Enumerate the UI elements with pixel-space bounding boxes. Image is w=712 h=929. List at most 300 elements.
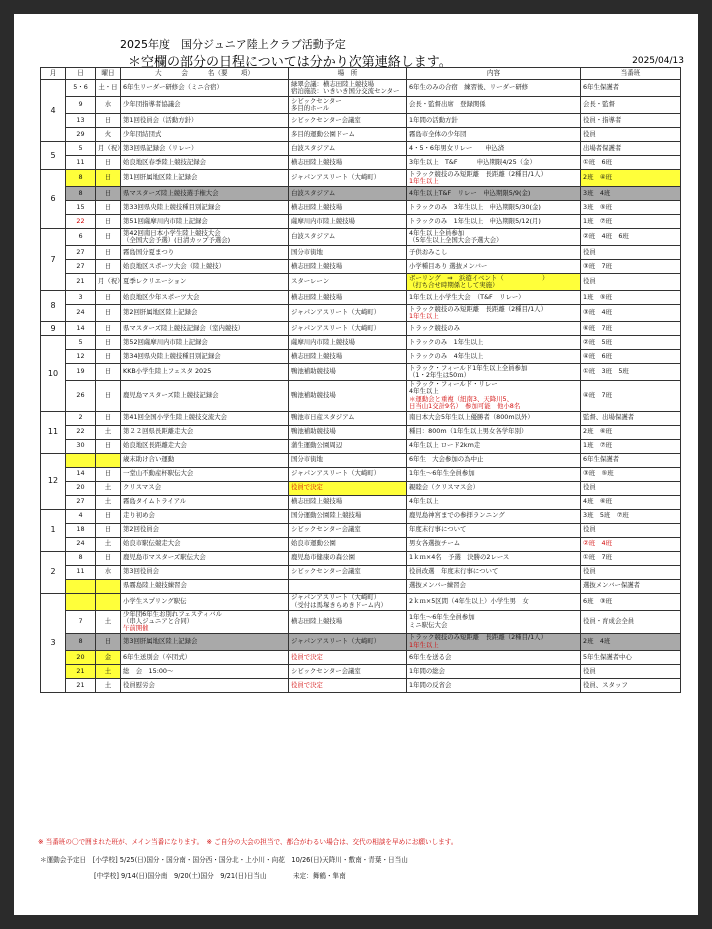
duty-cell: [581, 565, 681, 579]
weekday-cell-text: 日: [104, 188, 112, 197]
place-cell-text: シビックセンター会議室: [291, 115, 361, 124]
weekday-cell-text: 日: [104, 367, 112, 376]
content-cell: [407, 350, 581, 364]
day-cell-text: 20: [76, 652, 85, 661]
schedule-page: [14, 14, 698, 915]
place-cell-text: 多目的運動公園ドーム: [291, 129, 355, 138]
table-row: [41, 381, 681, 412]
place-cell-text: 鹿児島市健康の森公園: [291, 553, 355, 562]
table-row: [41, 495, 681, 509]
weekday-cell-text: 土: [104, 497, 112, 506]
duty-cell: [581, 579, 681, 593]
weekday-cell: [96, 305, 121, 322]
weekday-cell-text: 日: [104, 308, 112, 317]
table-row: [41, 187, 681, 201]
weekday-cell-text: 日: [104, 247, 112, 256]
table-row: [41, 579, 681, 593]
day-cell-text: 27: [76, 261, 85, 270]
day-cell-text: 13: [76, 115, 85, 124]
table-row: [41, 229, 681, 246]
event-cell: [121, 381, 289, 412]
day-cell-text: 4: [78, 511, 83, 520]
duty-cell-text: 役員: [583, 567, 596, 576]
day-cell: [66, 142, 96, 156]
place-cell-line: 緑翠会議：横志田陸上競技場: [291, 79, 375, 88]
duty-cell: [581, 467, 681, 481]
duty-cell-text: ②班 4班: [583, 539, 612, 548]
table-row: [41, 336, 681, 350]
day-cell-text: 8: [78, 173, 83, 182]
place-cell-text: 役員で決定: [291, 483, 323, 492]
content-cell-text: 年度末行事について: [409, 525, 467, 534]
event-cell-text: 第34回県央陸上競技種目別記録会: [123, 351, 221, 360]
duty-cell-text: 役員、スタッフ: [583, 680, 628, 689]
content-cell-text: 1年間の活動方針: [409, 115, 458, 124]
place-cell: [289, 128, 407, 142]
duty-cell-text: ①班 7班: [583, 553, 612, 562]
event-cell-line: （全国大会予選）(日清カップ予選会): [123, 236, 231, 244]
table-row: [41, 509, 681, 523]
event-cell-text: クリスマス会: [123, 483, 162, 492]
content-cell-text: 6年生を送る会: [409, 652, 452, 661]
content-cell: [407, 425, 581, 439]
weekday-cell: [96, 201, 121, 215]
duty-cell: [581, 128, 681, 142]
table-row: [41, 678, 681, 692]
duty-cell-text: 5年生保護者中心: [583, 652, 632, 661]
day-cell: [66, 128, 96, 142]
place-cell-text: ジャパンアスリート（大崎町）: [291, 323, 381, 332]
weekday-cell: [96, 439, 121, 453]
month-cell: 4: [41, 80, 66, 142]
day-cell-text: 8: [78, 188, 83, 197]
duty-cell: [581, 664, 681, 678]
event-cell: [121, 551, 289, 565]
weekday-cell-text: 日: [104, 261, 112, 270]
place-cell-text: スターレーン: [291, 277, 330, 286]
duty-cell-text: 3班 4班: [583, 188, 611, 197]
duty-cell: [581, 142, 681, 156]
place-cell-line: 宿泊施設：いきいき国分交流センター: [291, 87, 400, 95]
event-cell: [121, 291, 289, 305]
duty-cell-text: ①班 3班 5班: [583, 367, 629, 376]
event-cell-text: 夏季レクリエーション: [123, 277, 187, 286]
content-note: 日当山1交計9名） 参加可能 他小8名: [409, 402, 521, 411]
place-cell-text: 横志田陸上競技場: [291, 261, 343, 270]
weekday-cell-text: 火: [104, 129, 112, 138]
duty-cell-text: 4班 ⑥班: [583, 497, 612, 506]
day-cell-text: 22: [76, 427, 85, 436]
weekday-cell-text: 日: [104, 337, 112, 346]
place-cell-line: 多目的ホール: [291, 104, 330, 112]
event-cell-text: 鹿児島市マスターズ駅伝大会: [123, 553, 206, 562]
day-cell-text: 26: [76, 391, 85, 400]
duty-cell-text: 役員: [583, 483, 596, 492]
place-cell: [289, 467, 407, 481]
content-note: 1年生以上: [409, 177, 439, 185]
content-cell-text: トラックのみ 1年生以上 申込期限5/12(月): [409, 216, 541, 225]
weekday-cell: [96, 114, 121, 128]
place-cell: [289, 291, 407, 305]
duty-cell: [581, 80, 681, 97]
place-cell: [289, 551, 407, 565]
duty-cell-text: ③班 ⑤班: [583, 469, 614, 478]
day-cell: [66, 509, 96, 523]
month-cell: 10: [41, 336, 66, 412]
content-cell-line: 4年生以上: [409, 387, 439, 396]
duty-cell: [581, 350, 681, 364]
day-cell: [66, 305, 96, 322]
month-cell: 3: [41, 593, 66, 692]
place-cell: [289, 523, 407, 537]
place-cell: [289, 593, 407, 610]
weekday-cell: [96, 128, 121, 142]
weekday-cell: [96, 650, 121, 664]
header-weekday: 曜日: [96, 68, 121, 80]
place-cell: [289, 537, 407, 551]
content-cell-text: トラックのみ 4年生以上: [409, 351, 484, 360]
day-cell-text: 29: [76, 129, 85, 138]
header-duty: 当番班: [581, 68, 681, 80]
day-cell-text: 5: [78, 337, 83, 346]
place-cell-text: ジャパンアスリート（大崎町）: [291, 469, 381, 478]
month-cell: 8: [41, 291, 66, 322]
event-cell: [121, 336, 289, 350]
table-row: [41, 650, 681, 664]
day-cell: [66, 114, 96, 128]
event-cell-text: 小学生スプリング駅伝: [123, 596, 187, 605]
header-place: 場 所: [289, 68, 407, 80]
duty-cell: [581, 260, 681, 274]
day-cell-text: 24: [76, 308, 85, 317]
content-cell: [407, 650, 581, 664]
content-cell-text: 4年生以上T&F リレー 申込期限5/9(金): [409, 188, 531, 197]
content-cell-line: ミニ駅伝大会: [409, 620, 448, 629]
place-cell: [289, 425, 407, 439]
weekday-cell-text: 日: [104, 391, 112, 400]
day-cell: [66, 425, 96, 439]
place-cell: [289, 481, 407, 495]
weekday-cell: [96, 381, 121, 412]
duty-cell-text: 6年生保護者: [583, 83, 620, 92]
event-cell-text: 役員慰労会: [123, 680, 155, 689]
weekday-cell: [96, 215, 121, 229]
duty-cell-text: 3班 5班 ⑦班: [583, 511, 629, 520]
weekday-cell-text: 金: [104, 652, 112, 661]
event-cell-line: 少年団6年生お別れフェスティバル: [123, 609, 222, 618]
event-cell: [121, 128, 289, 142]
event-cell: [121, 322, 289, 336]
weekday-cell: [96, 593, 121, 610]
day-cell: [66, 215, 96, 229]
day-cell: [66, 481, 96, 495]
event-cell-text: 姶良市駅伝競走大会: [123, 539, 181, 548]
place-cell: [289, 381, 407, 412]
weekday-cell-text: 土: [104, 483, 112, 492]
header-event: 大 会 名（要 項）: [121, 68, 289, 80]
content-cell: [407, 633, 581, 650]
place-cell-text: ジャパンアスリート（大崎町）: [291, 173, 381, 182]
content-cell-text: 会長・監督出席 登録関係: [409, 100, 486, 109]
table-row: [41, 593, 681, 610]
event-cell: [121, 439, 289, 453]
event-cell-text: 県霧島陸上競技練習会: [123, 581, 187, 590]
place-cell-text: 白波スタジアム: [291, 143, 336, 152]
weekday-cell-text: 月（祝）: [98, 277, 124, 286]
weekday-cell-text: 日: [104, 202, 112, 211]
weekday-cell: [96, 579, 121, 593]
duty-cell: [581, 537, 681, 551]
event-cell-text: 第２２回県長距離走大会: [123, 427, 194, 436]
place-cell-text: 横志田陸上競技場: [291, 617, 343, 626]
weekday-cell: [96, 274, 124, 291]
day-cell: [66, 364, 96, 381]
place-cell: [289, 142, 407, 156]
day-cell-text: 21: [76, 680, 85, 689]
duty-cell: [581, 509, 681, 523]
event-cell: [121, 350, 289, 364]
event-cell-line: 第42回南日本小学生陸上競技大会: [123, 228, 221, 237]
place-cell-text: 横志田陸上競技場: [291, 202, 343, 211]
day-cell: [66, 97, 96, 114]
content-cell: [407, 509, 581, 523]
event-cell-line: （串人ジュニアと合同）: [123, 617, 194, 626]
weekday-cell: [96, 523, 121, 537]
content-cell: [407, 481, 581, 495]
content-cell: [407, 467, 581, 481]
table-header-row: [41, 68, 681, 80]
event-cell: [121, 170, 289, 187]
content-cell: [407, 128, 581, 142]
weekday-cell: [96, 495, 121, 509]
month-cell: 12: [41, 453, 66, 509]
weekday-cell: [96, 142, 124, 156]
duty-cell: [581, 229, 681, 246]
table-row: [41, 97, 681, 114]
place-cell-text: 国分市街地: [291, 455, 323, 464]
duty-cell-text: ①班 6班: [583, 157, 612, 166]
table-row: [41, 274, 681, 291]
content-cell-text: 4年生以上 ロード2km走: [409, 441, 481, 450]
weekday-cell: [96, 229, 121, 246]
place-cell-text: 蒲生運動公園周辺: [291, 441, 343, 450]
day-cell: [66, 678, 96, 692]
content-cell-text: 1年間の反省会: [409, 680, 452, 689]
weekday-cell: [96, 246, 121, 260]
weekday-cell-text: 日: [104, 441, 112, 450]
content-cell-text: トラック競技のみ短距離 長距離（2種目/1人）: [409, 633, 547, 642]
place-cell: [289, 260, 407, 274]
content-note: 1年生以上: [409, 312, 439, 320]
content-cell: [407, 291, 581, 305]
content-cell: [407, 439, 581, 453]
duty-cell: [581, 481, 681, 495]
day-cell-text: 21: [76, 666, 85, 675]
place-cell: [289, 336, 407, 350]
month-cell: 6: [41, 170, 66, 229]
weekday-cell-text: 水: [104, 100, 112, 109]
content-cell: [407, 246, 581, 260]
duty-cell-text: 6年生保護者: [583, 455, 620, 464]
duty-cell: [581, 246, 681, 260]
place-cell-text: シビックセンター会議室: [291, 567, 361, 576]
event-cell: [121, 246, 289, 260]
day-cell: [66, 229, 96, 246]
month-cell: 11: [41, 411, 66, 453]
day-cell-text: 8: [78, 637, 83, 646]
place-cell-text: 役員で決定: [291, 652, 323, 661]
content-cell-line: 1年生～6年生全員参加: [409, 613, 475, 622]
event-cell: [121, 215, 289, 229]
weekday-cell-text: 土: [104, 539, 112, 548]
table-row: [41, 633, 681, 650]
event-cell-text: 走り初め会: [123, 511, 155, 520]
place-cell: [289, 229, 407, 246]
weekday-cell-text: 土: [104, 666, 112, 675]
content-cell: [407, 593, 581, 610]
duty-cell-text: 6班 ③班: [583, 596, 612, 605]
duty-cell-text: ②班 4班 6班: [583, 232, 629, 241]
duty-cell: [581, 156, 681, 170]
content-cell: [407, 114, 581, 128]
place-cell-text: 薩摩川内市陸上競技場: [291, 216, 355, 225]
place-cell: [289, 439, 407, 453]
duty-cell-text: ④班 6班: [583, 351, 612, 360]
duty-cell: [581, 453, 681, 467]
content-cell: [407, 364, 581, 381]
day-cell: [66, 170, 96, 187]
content-cell: [407, 305, 581, 322]
place-cell-text: 役員で決定: [291, 680, 323, 689]
content-cell-text: トラックのみ 1年生以上: [409, 337, 484, 346]
place-cell-text: 姶良市運動公園: [291, 539, 336, 548]
event-cell-text: 霧島タイムトライアル: [123, 497, 187, 506]
content-cell-line: （5年生以上全国大会予選大会）: [409, 236, 503, 244]
place-cell: [289, 170, 407, 187]
duty-cell: [581, 305, 681, 322]
event-cell: [121, 229, 289, 246]
event-cell: [121, 495, 289, 509]
day-cell: [66, 579, 96, 593]
place-cell-text: 横志田陸上競技場: [291, 497, 343, 506]
day-cell-text: 19: [76, 367, 85, 376]
table-row: [41, 551, 681, 565]
event-cell-text: 6年生送別会（卒団式）: [123, 652, 191, 661]
table-row: [41, 350, 681, 364]
weekday-cell-text: 日: [104, 292, 112, 301]
content-cell: [407, 495, 581, 509]
place-cell: [289, 664, 407, 678]
event-cell: [121, 664, 289, 678]
content-cell-text: 役員改選 年度末行事について: [409, 567, 499, 576]
content-cell-text: 3年生以上 T&F 申込期限4/25（金）: [409, 157, 536, 166]
table-row: [41, 537, 681, 551]
event-cell: [121, 650, 289, 664]
weekday-cell: [96, 551, 121, 565]
day-cell-text: 24: [76, 539, 85, 548]
event-cell-text: 少年団指導者協議会: [123, 100, 181, 109]
event-cell: [121, 467, 289, 481]
duty-cell: [581, 336, 681, 350]
event-cell: [121, 411, 289, 425]
place-cell: [289, 215, 407, 229]
day-cell-text: 20: [76, 483, 85, 492]
day-cell: [66, 274, 96, 291]
duty-cell-text: 2班 ④班: [583, 173, 612, 182]
content-cell: [407, 229, 581, 246]
table-row: [41, 114, 681, 128]
weekday-cell-text: 日: [104, 553, 112, 562]
duty-cell-text: 役員: [583, 129, 596, 138]
weekday-cell-text: 日: [104, 525, 112, 534]
event-cell: [121, 187, 289, 201]
place-cell: [289, 80, 407, 97]
weekday-cell-text: 日: [104, 232, 112, 241]
event-cell-text: 第1回肝属地区陸上記録会: [123, 173, 198, 182]
event-cell: [121, 97, 289, 114]
event-cell: [121, 509, 289, 523]
content-cell-line: （打ち合せ時期係として実施）: [409, 281, 499, 289]
day-cell: [66, 453, 96, 467]
day-cell: [66, 411, 96, 425]
weekday-cell: [96, 610, 121, 633]
duty-cell: [581, 364, 681, 381]
table-row: [41, 201, 681, 215]
event-cell: [121, 453, 289, 467]
event-cell: [121, 156, 289, 170]
day-cell-text: 27: [76, 247, 85, 256]
weekday-cell-text: 日: [104, 637, 112, 646]
event-cell-text: 第2回役員会: [123, 525, 160, 534]
day-cell: [66, 593, 96, 610]
event-cell-text: 霧島国分夏まつり: [123, 247, 175, 256]
day-cell: [66, 246, 96, 260]
schedule-table: [40, 67, 681, 693]
day-cell: [66, 551, 96, 565]
duty-cell-text: ③班 7班: [583, 261, 612, 270]
duty-cell: [581, 425, 681, 439]
duty-cell-text: 1班 ⑤班: [583, 292, 612, 301]
day-cell-text: 7: [78, 617, 83, 626]
content-cell: [407, 411, 581, 425]
event-cell: [121, 364, 289, 381]
duty-cell: [581, 187, 681, 201]
content-cell-text: 1年生～6年生全員参加: [409, 469, 475, 478]
weekday-cell: [96, 291, 121, 305]
event-cell: [121, 523, 289, 537]
duty-cell-text: 役員・指導者: [583, 115, 622, 124]
place-cell: [289, 633, 407, 650]
weekday-cell-text: 日: [104, 157, 112, 166]
day-cell: [66, 439, 96, 453]
event-cell-text: 少年団結団式: [123, 129, 162, 138]
weekday-cell-text: 日: [104, 323, 112, 332]
content-cell-text: 子供おみこし: [409, 247, 448, 256]
event-cell: [121, 610, 289, 633]
day-cell: [66, 156, 96, 170]
event-cell-text: 第52回薩摩川内市陸上記録会: [123, 337, 208, 346]
duty-cell: [581, 170, 681, 187]
document-date: 2025/04/13: [632, 56, 684, 66]
day-cell: [66, 633, 96, 650]
weekday-cell: [96, 633, 121, 650]
event-cell: [121, 201, 289, 215]
table-row: [41, 246, 681, 260]
content-cell-text: 鹿児島神宮までの参拝ランニング: [409, 511, 505, 520]
place-cell-line: ジャパンアスリート（大崎町）: [291, 593, 381, 602]
place-cell: [289, 650, 407, 664]
content-cell: [407, 664, 581, 678]
